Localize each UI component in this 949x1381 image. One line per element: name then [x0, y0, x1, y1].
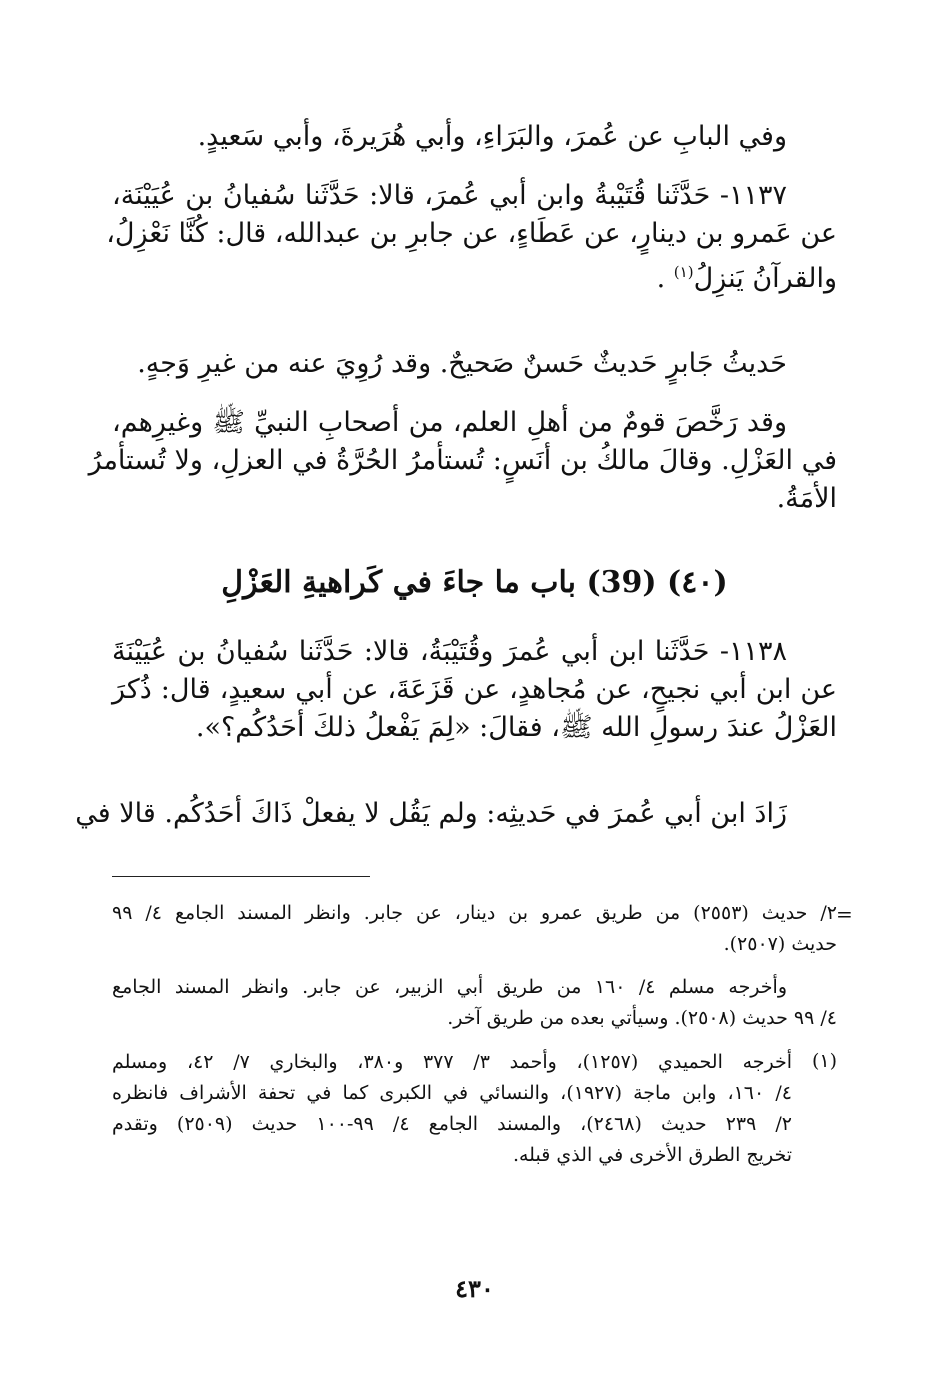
footnote-line: ٢/ ٢٣٩ حديث (٢٤٦٨)، والمسند الجامع ٤/ ٩٩-١٠٠ حديث (٢٥٠٩) وتقدم	[112, 1113, 793, 1135]
text-line: حَديثُ جَابرٍ حَديثٌ حَسنٌ صَحيحٌ. وقد رُوِيَ عنه من غيرِ وَجهٍ.	[137, 348, 787, 379]
hadith-grading	[112, 345, 837, 383]
text-line: ١١٣٨- حَدَّثَنا ابن أبي عُمرَ وقُتَيْبَةُ، قالا: حَدَّثَنا سُفيانُ بن عُيَيْنَةَ	[112, 636, 787, 667]
footnote-line: حديث (٢٥٠٧).	[723, 933, 837, 955]
text-line: الأمَةُ.	[776, 483, 837, 514]
paragraph-azl	[88, 404, 837, 518]
footnote-line: ٤/ ٩٩ حديث (٢٥٠٨). وسيأتي بعده من طريق آخر.	[447, 1007, 837, 1029]
footnote-ref: (١)	[673, 263, 694, 281]
text-fragment: والقرآنُ يَنزِلُ	[693, 263, 837, 294]
footnote-line: ٤/ ١٦٠، وابن ماجة (١٩٢٧)، والنسائي في الكبرى كما في تحفة الأشراف فانظره	[112, 1082, 792, 1104]
text-line: زَادَ ابن أبي عُمرَ في حَديثِه: ولم يَقُل لا يفعلْ ذَاكَ أحَدُكُم. قالا في	[75, 798, 787, 829]
text-fragment: .	[656, 263, 674, 294]
footnote-1	[112, 1047, 792, 1171]
footnote-line: تخريج الطرق الأخرى في الذي قبله.	[512, 1144, 792, 1166]
text-line: وفي البابِ عن عُمرَ، والبَرَاءِ، وأبي هُرَيرةَ، وأبي سَعيدٍ.	[197, 121, 787, 152]
footnote-line: وأخرجه مسلم ٤/ ١٦٠ من طريق أبي الزبير، عن جابر. وانظر المسند الجامع	[112, 976, 787, 998]
page-number: ٤٣٠	[455, 1274, 494, 1303]
chapter-title: (٤٠) (39) باب ما جاءَ في كَراهيةِ العَزْلِ	[221, 565, 728, 600]
paragraph-zada	[75, 795, 837, 833]
text-line	[112, 253, 837, 298]
footnote-separator	[112, 876, 370, 877]
footnote-line: أخرجه الحميدي (١٢٥٧)، وأحمد ٣/ ٣٧٧ و٣٨٠، والبخاري ٧/ ٤٢، ومسلم	[112, 1051, 793, 1073]
hadith-1138	[112, 633, 837, 747]
footnote-continuation	[112, 898, 837, 960]
footnote-number: (١)	[811, 1050, 837, 1072]
footnote-continuation-2	[112, 972, 837, 1034]
paragraph-bab	[112, 118, 837, 156]
text-line: عن ابن أبي نجيحٍ، عن مُجاهدٍ، عن قَزَعَةَ، عن أبي سعيدٍ، قال: ذُكرَ	[112, 674, 837, 705]
text-line: ١١٣٧- حَدَّثَنا قُتَيْبةُ وابن أبي عُمرَ، قالا: حَدَّثَنا سُفيانُ بن عُيَيْنَة،	[112, 180, 787, 211]
footnote-line: ٢/ حديث (٢٥٥٣) من طريق عمرو بن دينار، عن جابر. وانظر المسند الجامع ٤/ ٩٩	[112, 902, 837, 924]
continuation-mark: =	[836, 902, 853, 926]
text-line: العَزْلُ عندَ رسولِ الله ﷺ، فقالَ: «لِمَ يَفْعلُ ذلكَ أحَدُكُم؟».	[195, 712, 837, 743]
text-line: وقد رَخَّصَ قومٌ من أهلِ العلم، من أصحابِ النبيِّ ﷺ وغيرِهم،	[112, 407, 787, 438]
hadith-1137	[106, 177, 837, 298]
text-line: عن عَمرو بن دينارٍ، عن عَطَاءٍ، عن جابرِ بن عبدالله، قال: كُنَّا نَعْزِلُ،	[106, 218, 837, 249]
text-line: في العَزْلِ. وقالَ مالكُ بن أنَسٍ: تُستأمرُ الحُرَّةُ في العزلِ، ولا تُستأمرُ	[88, 445, 837, 476]
